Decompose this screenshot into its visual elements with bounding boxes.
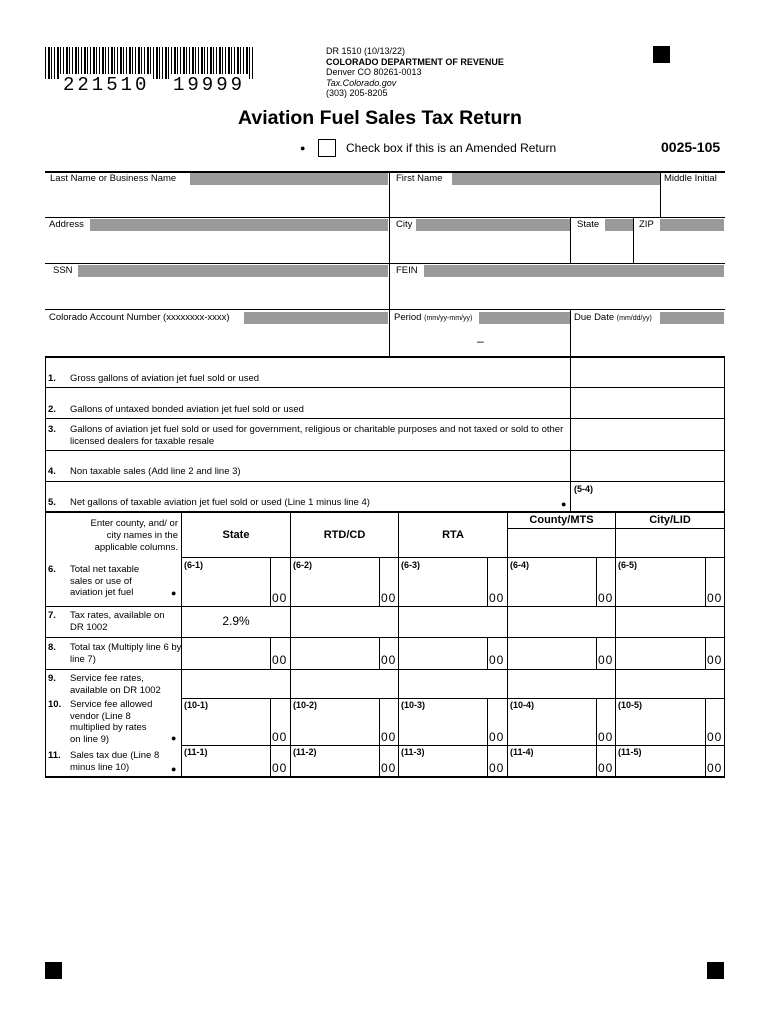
row-11-rta-cents: 00 [489, 761, 505, 775]
middle-initial-input[interactable] [662, 186, 724, 216]
department-phone: (303) 205-8205 [326, 88, 388, 98]
row-9-state-input[interactable] [183, 671, 288, 697]
account-number-input[interactable] [46, 325, 388, 355]
first-name-label: First Name [396, 173, 443, 184]
row-11-label: Sales tax due (Line 8 minus line 10) [70, 750, 160, 773]
line-5-bullet: ● [561, 499, 567, 509]
line-2-number: 2. [48, 404, 56, 415]
row-11-rtd-cents: 00 [381, 761, 397, 775]
row-8-county-input[interactable] [509, 639, 595, 667]
row-6-county-cents: 00 [598, 591, 614, 605]
row-7-state-rate: 2.9% [222, 614, 250, 628]
row-6-city-input[interactable] [617, 571, 703, 605]
row-11-bullet: ● [171, 764, 177, 774]
amended-checkbox[interactable] [318, 139, 336, 157]
row-8-label: Total tax (Multiply line 6 by line 7) [70, 642, 182, 665]
department-address: Denver CO 80261-0013 [326, 67, 422, 77]
account-number-label: Colorado Account Number (xxxxxxxx-xxxx) [49, 312, 230, 323]
row-10-county-input[interactable] [509, 711, 595, 743]
code-11-1: (11-1) [184, 747, 208, 757]
row-6-rta-cents: 00 [489, 591, 505, 605]
row-10-rta-input[interactable] [400, 711, 486, 743]
row-9-rtd-input[interactable] [292, 671, 397, 697]
line-4-text: Non taxable sales (Add line 2 and line 3) [70, 466, 241, 477]
line-5-number: 5. [48, 497, 56, 508]
line-2-input[interactable] [572, 389, 723, 417]
barcode-left-number: 221510 [60, 74, 152, 96]
ssn-label: SSN [53, 265, 73, 276]
address-label: Address [49, 219, 84, 230]
code-10-3: (10-3) [401, 700, 426, 710]
column-header-rtd: RTD/CD [323, 529, 366, 541]
row-6-rta-input[interactable] [400, 571, 486, 605]
line-2-text: Gallons of untaxed bonded aviation jet fuel sold or used [70, 404, 304, 415]
period-label [392, 312, 474, 325]
city-input[interactable] [391, 232, 569, 262]
row-8-number: 8. [48, 642, 56, 653]
fein-input[interactable] [391, 278, 724, 308]
line-1-input[interactable] [572, 358, 723, 386]
row-6-rtd-input[interactable] [292, 571, 378, 605]
column-intro: Enter county, and/ or city names in the applicable columns. [90, 518, 178, 553]
department-name: COLORADO DEPARTMENT OF REVENUE [326, 56, 504, 67]
due-date-label [572, 312, 654, 325]
row-11-county-cents: 00 [598, 761, 614, 775]
zip-label: ZIP [639, 219, 654, 230]
last-name-label: Last Name or Business Name [50, 173, 177, 184]
row-11-rtd-input[interactable] [292, 758, 378, 775]
line-1-number: 1. [48, 373, 56, 384]
first-name-input[interactable] [391, 186, 659, 216]
row-8-rta-cents: 00 [489, 653, 505, 667]
row-7-rta-input[interactable] [400, 608, 505, 636]
row-10-state-cents: 00 [272, 730, 288, 744]
row-11-city-cents: 00 [707, 761, 723, 775]
row-9-county-input[interactable] [509, 671, 614, 697]
row-10-county-cents: 00 [598, 730, 614, 744]
row-7-city-input[interactable] [617, 608, 722, 636]
registration-mark-bottom-right [707, 962, 724, 979]
row-8-rta-input[interactable] [400, 639, 486, 667]
code-10-4: (10-4) [510, 700, 535, 710]
row-8-rtd-cents: 00 [381, 653, 397, 667]
line-5-code: (5-4) [574, 484, 594, 494]
row-8-city-input[interactable] [617, 639, 703, 667]
row-7-county-input[interactable] [509, 608, 614, 636]
address-input[interactable] [46, 232, 388, 262]
row-11-city-input[interactable] [617, 758, 703, 775]
row-11-county-input[interactable] [509, 758, 595, 775]
row-11-number: 11. [48, 750, 61, 761]
form-id: DR 1510 (10/13/22) [326, 46, 406, 56]
state-input[interactable] [572, 232, 632, 262]
column-header-state: State [222, 529, 250, 541]
line-3-number: 3. [48, 424, 56, 435]
registration-mark-top-right [653, 46, 670, 63]
fein-label: FEIN [396, 265, 418, 276]
row-6-rtd-cents: 00 [381, 591, 397, 605]
line-1-text: Gross gallons of aviation jet fuel sold or used [70, 373, 260, 384]
row-10-number: 10. [48, 699, 62, 710]
line-5-input[interactable] [572, 495, 723, 511]
line-3-text: Gallons of aviation jet fuel sold or used for government, religious or charitable purposes and not taxed or sold to other licensed dealers for taxable resale [70, 424, 564, 447]
row-6-city-cents: 00 [707, 591, 723, 605]
row-6-number: 6. [48, 564, 56, 575]
row-9-label: Service fee rates, available on DR 1002 [70, 673, 161, 696]
row-8-state-input[interactable] [183, 639, 269, 667]
row-8-state-cents: 00 [272, 653, 288, 667]
period-label-text: Period [394, 312, 422, 323]
row-8-rtd-input[interactable] [292, 639, 378, 667]
form-title: Aviation Fuel Sales Tax Return [238, 107, 522, 129]
column-header-rta: RTA [442, 529, 464, 541]
code-11-4: (11-4) [510, 747, 534, 757]
registration-mark-bottom-left [45, 962, 62, 979]
amended-bullet: ● [300, 143, 306, 153]
column-header-county: County/MTS [529, 514, 594, 526]
barcode-right-number: 19999 [170, 74, 248, 96]
code-6-2: (6-2) [293, 560, 313, 570]
row-9-number: 9. [48, 673, 56, 684]
due-date-format: (mm/dd/yy) [616, 315, 652, 322]
row-11-rta-input[interactable] [400, 758, 486, 775]
code-10-2: (10-2) [293, 700, 318, 710]
code-6-3: (6-3) [401, 560, 421, 570]
code-10-5: (10-5) [618, 700, 643, 710]
code-6-4: (6-4) [510, 560, 530, 570]
row-10-rtd-cents: 00 [381, 730, 397, 744]
due-date-label-text: Due Date [574, 312, 615, 323]
row-10-city-input[interactable] [617, 711, 703, 743]
middle-initial-label: Middle Initial [664, 173, 717, 184]
row-6-state-input[interactable] [183, 571, 269, 605]
code-6-5: (6-5) [618, 560, 638, 570]
row-10-bullet: ● [171, 733, 177, 743]
code-6-1: (6-1) [184, 560, 204, 570]
row-8-county-cents: 00 [598, 653, 614, 667]
department-website: Tax.Colorado.gov [326, 77, 397, 88]
row-11-state-cents: 00 [272, 761, 288, 775]
row-6-state-cents: 00 [272, 591, 288, 605]
row-11-state-input[interactable] [183, 758, 269, 775]
row-7-label: Tax rates, available on DR 1002 [70, 610, 165, 633]
form-code: 0025-105 [661, 139, 721, 155]
period-dash: – [477, 334, 484, 348]
line-3-input[interactable] [572, 420, 723, 449]
row-6-county-input[interactable] [509, 571, 595, 605]
due-date-input[interactable] [572, 325, 724, 355]
period-format: (mm/yy-mm/yy) [424, 315, 473, 322]
state-label: State [577, 219, 600, 230]
line-4-input[interactable] [572, 452, 723, 480]
row-7-number: 7. [48, 610, 56, 621]
last-name-input[interactable] [46, 186, 388, 216]
ssn-input[interactable] [46, 278, 388, 308]
amended-label: Check box if this is an Amended Return [346, 141, 557, 155]
row-6-label: Total net taxable sales or use of aviation jet fuel [70, 564, 140, 598]
row-7-rtd-input[interactable] [292, 608, 397, 636]
zip-input[interactable] [635, 232, 724, 262]
row-10-rta-cents: 00 [489, 730, 505, 744]
row-6-bullet: ● [171, 588, 177, 598]
line-4-number: 4. [48, 466, 56, 477]
code-11-5: (11-5) [618, 747, 642, 757]
row-10-city-cents: 00 [707, 730, 723, 744]
department-header [326, 46, 504, 99]
row-9-city-input[interactable] [617, 671, 722, 697]
code-11-3: (11-3) [401, 747, 425, 757]
line-5-text: Net gallons of taxable aviation jet fuel sold or used (Line 1 minus line 4) [70, 497, 370, 508]
row-8-city-cents: 00 [707, 653, 723, 667]
code-10-1: (10-1) [184, 700, 209, 710]
row-10-state-input[interactable] [183, 711, 269, 743]
city-label: City [396, 219, 413, 230]
column-header-city: City/LID [649, 514, 691, 526]
row-10-rtd-input[interactable] [292, 711, 378, 743]
row-10-label: Service fee allowed vendor (Line 8 multiplied by rates on line 9) [70, 699, 153, 745]
row-9-rta-input[interactable] [400, 671, 505, 697]
code-11-2: (11-2) [293, 747, 317, 757]
